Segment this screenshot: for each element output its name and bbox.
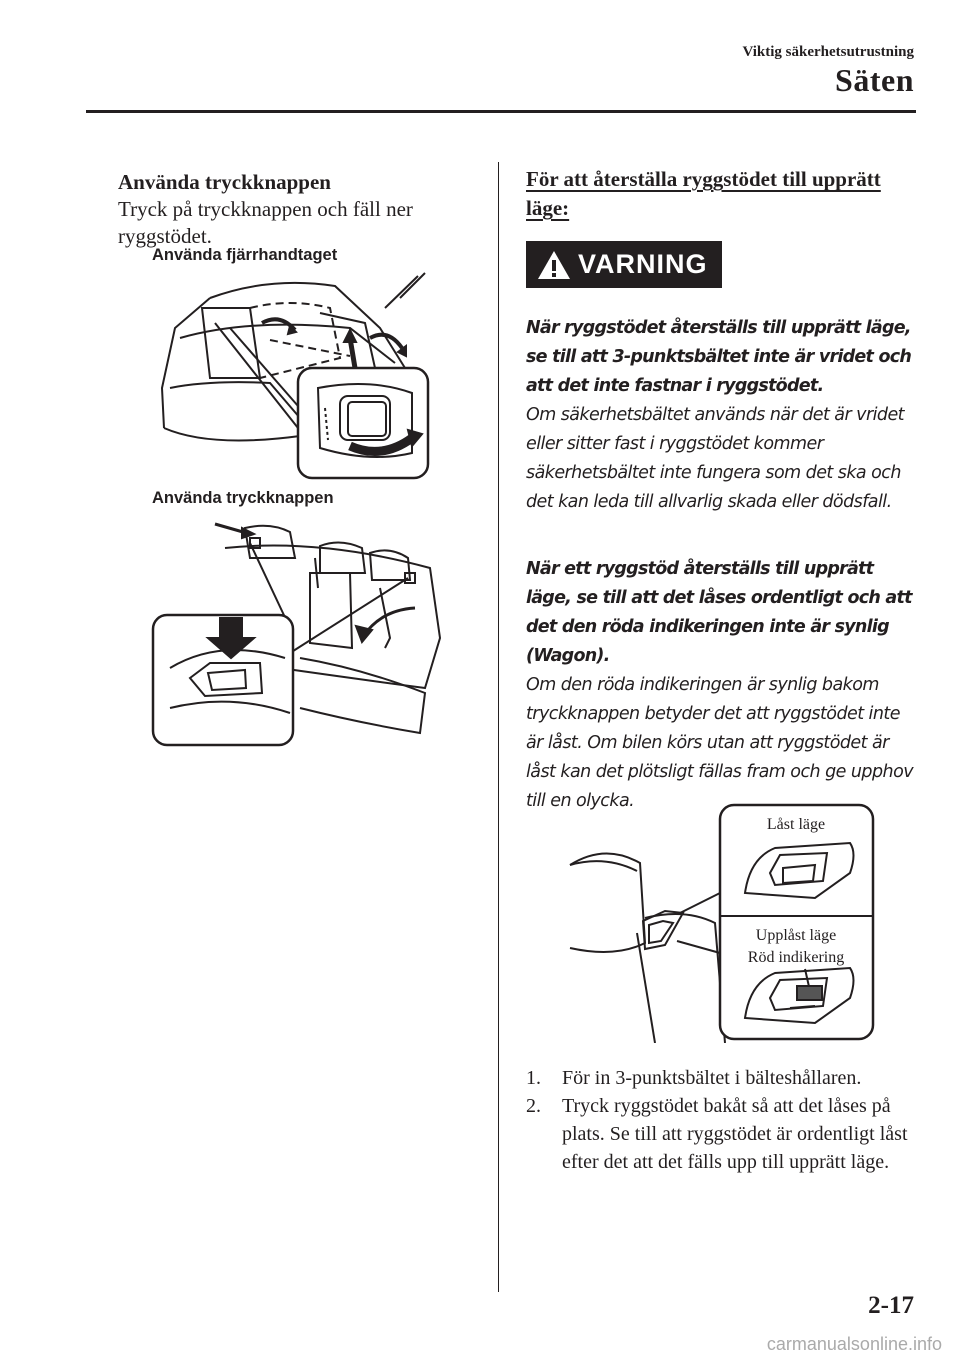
warning-triangle-icon (537, 250, 571, 280)
figure1-label: Använda fjärrhandtaget (152, 246, 338, 264)
left-body-text: Tryck på tryckknappen och fäll ner ryggstödet. (118, 197, 413, 248)
warning2 (526, 555, 916, 816)
locked-label: Låst läge (766, 816, 826, 833)
warning2-heading: När ett ryggstöd återställs till upprätt läge, se till att det låses ordentligt och att det den röda indikeringen inte är synlig (Wagon). (526, 559, 912, 666)
list-item: 1. För in 3-punktsbältet i bälteshållaren. (526, 1067, 862, 1089)
chapter-title: Säten (835, 62, 914, 98)
red-indicator-label: Röd indikering (747, 949, 845, 966)
step-list (526, 1064, 916, 1176)
column-divider (498, 162, 499, 1292)
warning-label: VARNING (578, 249, 708, 279)
right-section-title: För att återställa ryggstödet till upprätt läge: (526, 167, 881, 220)
warning-banner (526, 241, 722, 288)
page-number: 2-17 (868, 1292, 914, 1319)
list-item: 2. Tryck ryggstödet bakåt så att det låses på plats. Se till att ryggstödet är ordentligt låst efter det att det fälls upp till upprätt läge. (526, 1095, 908, 1173)
left-section-title: Använda tryckknappen (118, 170, 331, 194)
warning1-heading: När ryggstödet återställs till upprätt läge, se till att 3-punktsbältet inte är vridet och att det inte fastnar i ryggstödet. (526, 318, 912, 396)
watermark: carmanualsonline.info (766, 1334, 942, 1354)
figure2-label: Använda tryckknappen (152, 489, 334, 507)
remote-handle-illustration (150, 268, 440, 483)
lock-indicator-illustration (565, 803, 877, 1043)
header-rule (86, 110, 916, 113)
push-button-illustration (150, 518, 445, 748)
unlocked-label: Upplåst läge (755, 927, 837, 944)
warning2-text: Om den röda indikeringen är synlig bakom tryckknappen betyder det att ryggstödet inte är låst. Om bilen körs utan att ryggstödet är låst kan det plötsligt fällas fram och ge upphov till en olycka. (526, 675, 914, 811)
section-title: Viktig säkerhetsutrustning (742, 44, 914, 60)
warning1 (526, 314, 916, 517)
warning1-text: Om säkerhetsbältet används när det är vridet eller sitter fast i ryggstödet kommer säkerhetsbältet inte fungera som det ska och det kan leda till allvarlig skada eller dödsfall. (526, 405, 904, 512)
